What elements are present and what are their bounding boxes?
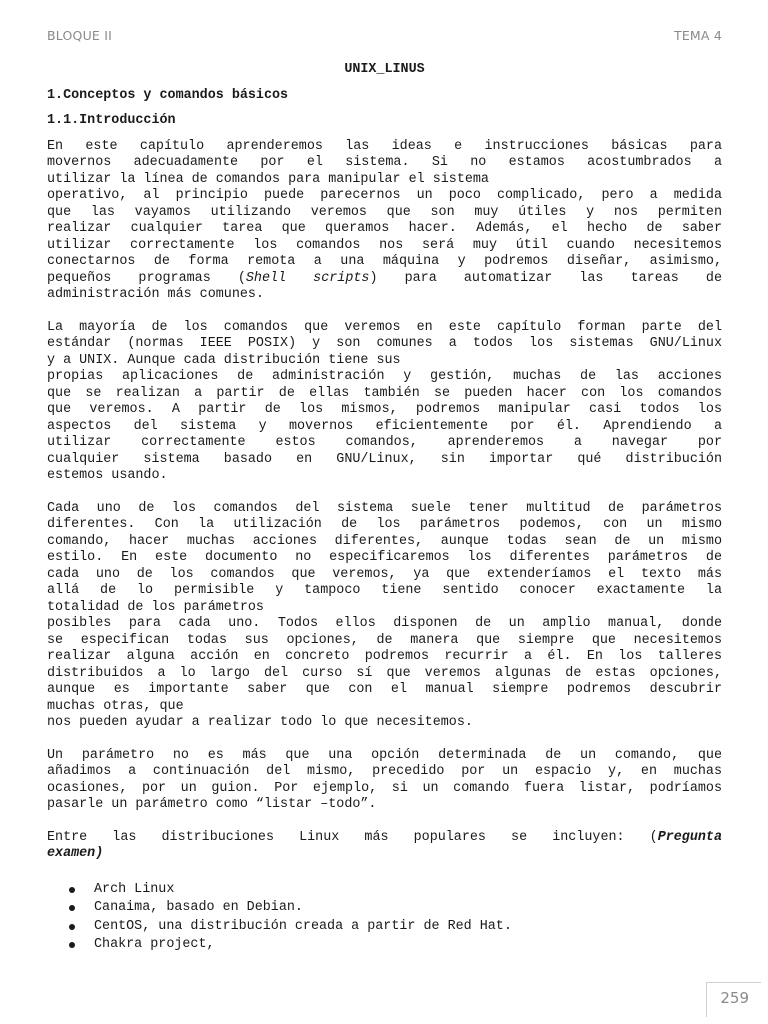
paragraph-line: y a UNIX. Aunque cada distribución tiene sus xyxy=(47,352,401,368)
paragraph-line: distribuidos a lo largo del curso sí que veremos algunas de estas opciones, xyxy=(47,665,722,681)
page-number: 259 xyxy=(720,989,749,1007)
paragraph-line xyxy=(47,830,722,847)
paragraph-line: administración más comunes. xyxy=(47,287,264,302)
paragraph-line: diferentes. Con la utilización de los parámetros podemos, con un mismo xyxy=(47,517,722,532)
paragraph-line: utilizar la línea de comandos para manipular el sistema xyxy=(47,171,489,187)
list-item xyxy=(69,882,722,901)
document-body xyxy=(47,62,722,956)
paragraph-line: estemos usando. xyxy=(47,468,168,483)
bullet-icon xyxy=(69,924,75,930)
subsection-heading: 1.1.Introducción xyxy=(47,113,176,128)
paragraph-line: allá de lo permisible y tampoco tiene sentido conocer exactamente la xyxy=(47,583,722,598)
paragraph-parameter-definition xyxy=(47,748,722,814)
paragraph-line: Un parámetro no es más que una opción determinada de un comando, que xyxy=(47,747,722,763)
paragraph-commands xyxy=(47,320,722,485)
paragraph-line: conectarnos de forma remota a una máquina y podremos diseñar, asimismo, xyxy=(47,254,722,269)
bullet-icon xyxy=(69,905,75,911)
paragraph-line: posibles para cada uno. Todos ellos disponen de un amplio manual, donde xyxy=(47,616,722,631)
text-fragment: pequeños programas ( xyxy=(47,270,246,286)
paragraph-line: totalidad de los parámetros xyxy=(47,599,264,615)
page-number-box xyxy=(706,982,761,1017)
paragraph-line: comando, hacer muchas acciones diferentes, aunque todas sean de un mismo xyxy=(47,533,722,549)
paragraph-line: realizar alguna acción en concreto podremos recurrir a él. En los talleres xyxy=(47,649,722,664)
paragraph-line: que se realizan a partir de ellas también se pueden hacer con los comandos xyxy=(47,385,722,401)
text-fragment: Entre las distribuciones Linux más populares se incluyen: ( xyxy=(47,829,658,845)
paragraph-distributions xyxy=(47,830,722,863)
list-item xyxy=(69,919,722,938)
bullet-icon xyxy=(69,887,75,893)
paragraph-line: que veremos. A partir de los mismos, podremos manipular casi todos los xyxy=(47,402,722,417)
header-right: TEMA 4 xyxy=(674,28,722,43)
header-left: BLOQUE II xyxy=(47,28,112,43)
paragraph-line: La mayoría de los comandos que veremos en este capítulo forman parte del xyxy=(47,319,722,335)
shell-scripts-term: Shell scripts xyxy=(245,270,370,286)
paragraph-line: ocasiones, por un guion. Por ejemplo, si un comando fuera listar, podríamos xyxy=(47,780,722,796)
list-item-text: Chakra project, xyxy=(94,937,215,952)
paragraph-line: propias aplicaciones de administración y gestión, muchas de las acciones xyxy=(47,369,722,384)
paragraph-parameters xyxy=(47,501,722,732)
paragraph-line: estándar (normas IEEE POSIX) y son comunes a todos los sistemas GNU/Linux xyxy=(47,336,722,351)
list-item-text: Canaima, basado en Debian. xyxy=(94,900,303,915)
list-item xyxy=(69,937,722,956)
paragraph-line: añadimos a continuación del mismo, precedido por un espacio y, en muchas xyxy=(47,764,722,779)
paragraph-line: cualquier sistema basado en GNU/Linux, sin importar qué distribución xyxy=(47,451,722,467)
paragraph-line: utilizar correctamente estos comandos, aprenderemos a navegar por xyxy=(47,435,722,450)
paragraph-line: pasarle un parámetro como “listar –todo”. xyxy=(47,797,377,812)
paragraph-line: se especifican todas sus opciones, de manera que siempre que necesitemos xyxy=(47,632,722,648)
paragraph-line: Cada uno de los comandos del sistema suele tener multitud de parámetros xyxy=(47,500,722,516)
paragraph-line: aunque es importante saber que con el manual siempre podremos descubrir xyxy=(47,682,722,697)
exam-question-label: Pregunta xyxy=(657,829,722,845)
paragraph-line xyxy=(47,271,722,288)
paragraph-line: En este capítulo aprenderemos las ideas e instrucciones básicas para xyxy=(47,138,722,154)
list-item-text: CentOS, una distribución creada a partir de Red Hat. xyxy=(94,918,512,934)
paragraph-line: aspectos del sistema y movernos eficientemente por él. Aprendiendo a xyxy=(47,418,722,434)
bullet-icon xyxy=(69,942,75,948)
paragraph-line: cada uno de los comandos que veremos, ya que extenderíamos el texto más xyxy=(47,566,722,582)
section-heading: 1.Conceptos y comandos básicos xyxy=(47,87,289,103)
paragraph-line: estilo. En este documento no especificaremos los diferentes parámetros de xyxy=(47,550,722,565)
paragraph-line: operativo, al principio puede parecernos un poco complicado, pero a medida xyxy=(47,188,722,203)
paragraph-line: utilizar correctamente los comandos nos será muy útil cuando necesitemos xyxy=(47,237,722,253)
paragraph-intro xyxy=(47,139,722,304)
exam-question-label: examen) xyxy=(47,846,104,861)
distribution-list xyxy=(47,882,722,956)
text-fragment: ) para automatizar las tareas de xyxy=(369,270,722,286)
paragraph-line: movernos adecuadamente por el sistema. Si no estamos acostumbrados a xyxy=(47,155,722,170)
paragraph-line: muchas otras, que xyxy=(47,698,184,714)
paragraph-line: que las vayamos utilizando veremos que son muy útiles y nos permiten xyxy=(47,204,722,220)
paragraph-line: nos pueden ayudar a realizar todo lo que necesitemos. xyxy=(47,715,473,730)
list-item-text: Arch Linux xyxy=(94,881,175,897)
list-item xyxy=(69,900,722,919)
document-title: UNIX_LINUS xyxy=(344,62,425,77)
paragraph-line: realizar cualquier tarea que queramos hacer. Además, el hecho de saber xyxy=(47,221,722,236)
